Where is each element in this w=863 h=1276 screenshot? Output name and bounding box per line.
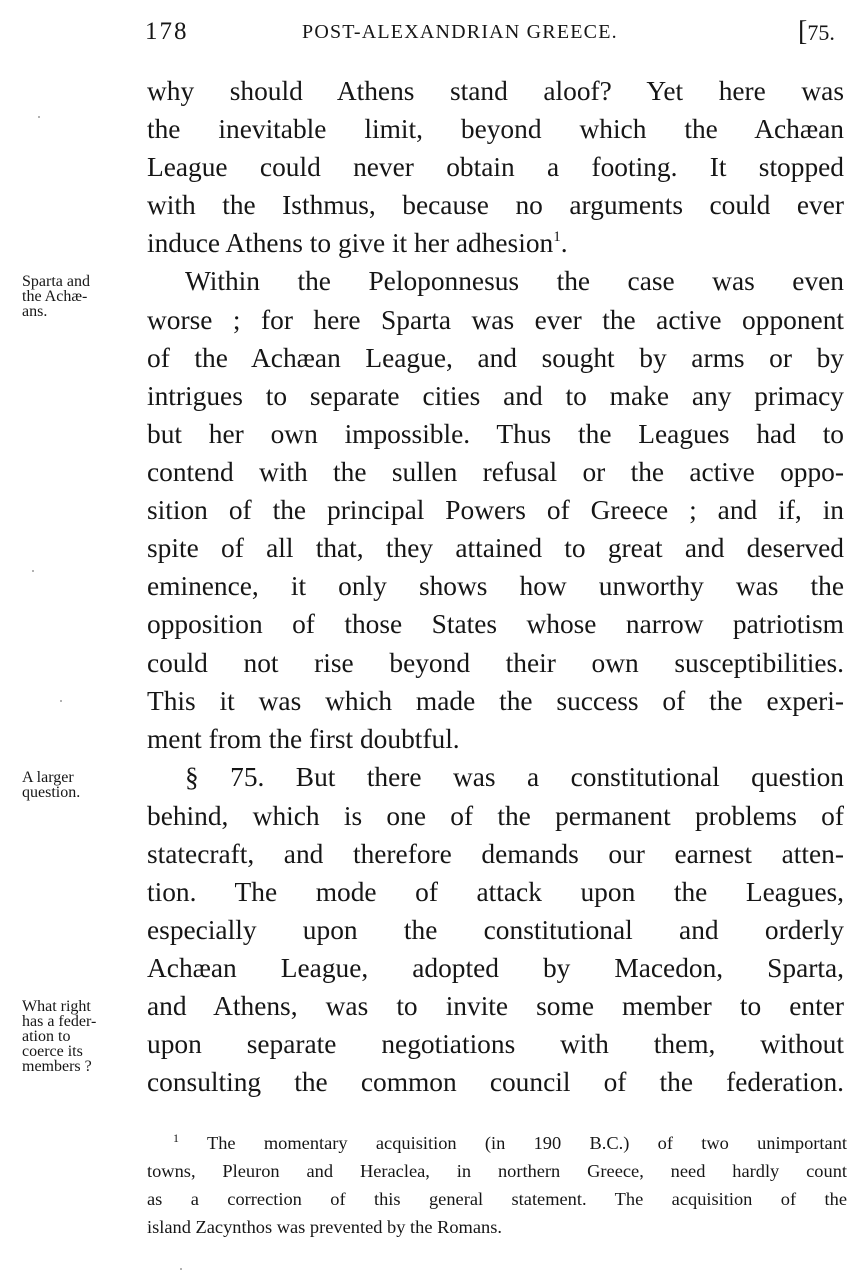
footnote-reference: 1 (553, 229, 561, 245)
section-bracket: [ (798, 16, 808, 47)
body-line: with the Isthmus, because no arguments could ever (147, 190, 844, 220)
sidenote-what-right-federation (22, 999, 144, 1074)
body-line: eminence, it only shows how unworthy was the (147, 571, 844, 601)
body-line: behind, which is one of the permanent problems of (147, 801, 844, 831)
sidenote-line: Sparta and (22, 273, 90, 290)
running-title: POST-ALEXANDRIAN GREECE. (302, 21, 618, 43)
footnote-line: towns, Pleuron and Heraclea, in northern Greece, need hardly count (147, 1161, 847, 1181)
body-line: opposition of those States whose narrow patriotism (147, 609, 844, 639)
body-line: worse ; for here Sparta was ever the active opponent (147, 305, 844, 335)
body-line-with-footnote-ref (147, 224, 844, 262)
scan-speck (60, 700, 62, 702)
body-line: of the Achæan League, and sought by arms or by (147, 343, 844, 373)
body-line: This it was which made the success of the experi- (147, 686, 844, 716)
sidenote-sparta-and-achaeans (22, 274, 144, 319)
section-marker (798, 16, 835, 48)
sidenote-line: the Achæ- (22, 288, 88, 305)
scan-speck (32, 570, 34, 572)
footnote-marker: 1 (173, 1131, 179, 1145)
body-line: but her own impossible. Thus the Leagues had to (147, 419, 844, 449)
sidenote-line: has a feder- (22, 1013, 97, 1030)
sidenote-line: ation to (22, 1028, 71, 1045)
sidenote-line: What right (22, 998, 91, 1015)
body-line: statecraft, and therefore demands our earnest atten- (147, 839, 844, 869)
sidenote-line: coerce its (22, 1043, 83, 1060)
sidenote-line: A larger (22, 769, 74, 786)
body-line: ment from the first doubtful. (147, 724, 460, 754)
body-line: the inevitable limit, beyond which the Achæan (147, 114, 844, 144)
body-line: spite of all that, they attained to great and deserved (147, 533, 844, 563)
section-number: 75. (807, 20, 835, 45)
footnote-first-line (173, 1130, 847, 1156)
sidenote-line: question. (22, 784, 81, 801)
body-line: intrigues to separate cities and to make any primacy (147, 381, 844, 411)
footnote-line: as a correction of this general statement. The acquisition of the (147, 1189, 847, 1209)
body-line: tion. The mode of attack upon the Leagues, (147, 877, 844, 907)
sentence-period: . (560, 228, 568, 258)
footnote-text: The momentary acquisition (in 190 B.C.) of two unimportant (206, 1133, 848, 1153)
sidenote-a-larger-question (22, 770, 144, 800)
running-header (145, 18, 850, 52)
body-line-text: induce Athens to give it her adhesion (147, 228, 554, 258)
scan-speck (38, 116, 40, 118)
scan-speck (180, 1268, 182, 1270)
body-line: could not rise beyond their own susceptibilities. (147, 648, 844, 678)
body-line: sition of the principal Powers of Greece ; and if, in (147, 495, 844, 525)
body-line: why should Athens stand aloof? Yet here was (147, 76, 844, 106)
section-75-start-line: § 75. But there was a constitutional question (185, 762, 844, 792)
body-line: upon separate negotiations with them, without (147, 1029, 844, 1059)
body-line: League could never obtain a footing. It stopped (147, 152, 844, 182)
paragraph-start-line: Within the Peloponnesus the case was even (185, 266, 844, 296)
sidenote-line: ans. (22, 303, 48, 320)
page-number: 178 (145, 18, 189, 45)
body-line: contend with the sullen refusal or the active oppo- (147, 457, 844, 487)
body-line: consulting the common council of the federation. (147, 1067, 844, 1097)
footnote-line: island Zacynthos was prevented by the Romans. (147, 1217, 502, 1237)
body-line: and Athens, was to invite some member to enter (147, 991, 844, 1021)
body-line: especially upon the constitutional and orderly (147, 915, 844, 945)
body-line: Achæan League, adopted by Macedon, Sparta, (147, 953, 844, 983)
sidenote-line: members ? (22, 1058, 92, 1075)
